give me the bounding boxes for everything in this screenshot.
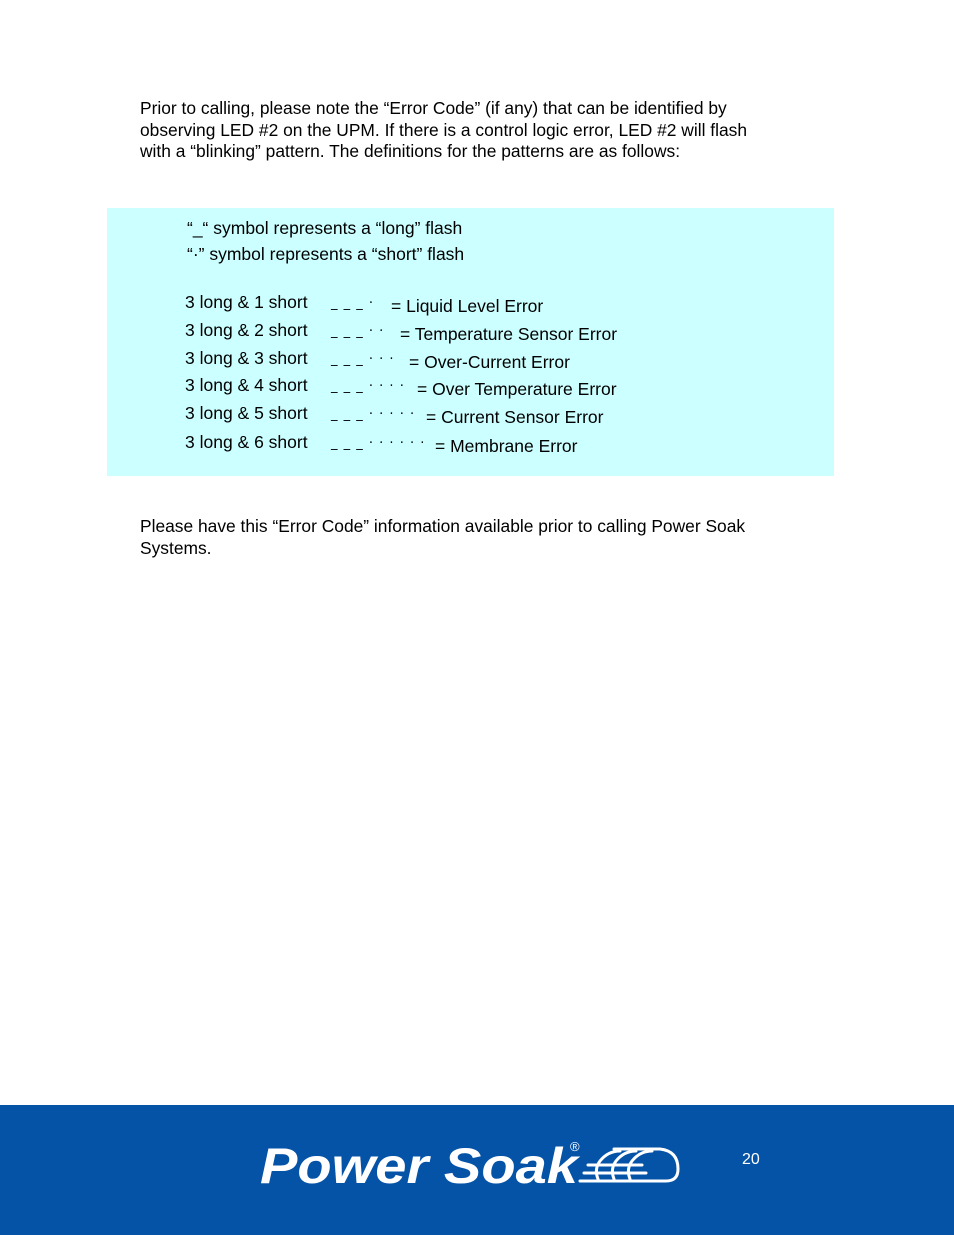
error-meaning: = Current Sensor Error	[426, 407, 604, 427]
flash-count: 3 long & 4 short	[185, 375, 308, 395]
wave-emblem-icon	[580, 1149, 678, 1181]
flash-pattern: _ _ _ ·	[331, 296, 375, 311]
flash-pattern: _ _ _ · · ·	[331, 352, 395, 367]
legend-long-symbol: “_“ symbol represents a “long” flash	[187, 218, 463, 238]
flash-count: 3 long & 2 short	[185, 320, 308, 340]
flash-count: 3 long & 3 short	[185, 348, 308, 368]
footer-band	[0, 1105, 954, 1235]
flash-count: 3 long & 6 short	[185, 432, 308, 452]
closing-paragraph: Please have this “Error Code” information available prior to calling Power Soak Systems.	[140, 516, 746, 558]
flash-pattern: _ _ _ · · · · ·	[331, 407, 416, 422]
flash-pattern: _ _ _ · · · ·	[331, 379, 405, 394]
error-meaning: = Temperature Sensor Error	[400, 324, 618, 344]
error-meaning: = Over Temperature Error	[417, 379, 617, 399]
error-meaning: = Membrane Error	[435, 436, 578, 456]
page-number: 20	[742, 1151, 760, 1168]
intro-paragraph: Prior to calling, please note the “Error Code” (if any) that can be identified by observing LED #2 on the UPM. If there is a control logic error, LED #2 will flash with a “blinking” pattern. The definitions for the patterns are as follows:	[140, 98, 748, 162]
flash-count: 3 long & 1 short	[185, 292, 308, 312]
registered-mark: ®	[570, 1139, 580, 1154]
legend-short-symbol: “·” symbol represents a “short” flash	[187, 244, 465, 264]
flash-count: 3 long & 5 short	[185, 403, 308, 423]
logo-wordmark: Power Soak	[260, 1138, 581, 1194]
flash-pattern: _ _ _ · ·	[331, 324, 385, 339]
flash-pattern: _ _ _ · · · · · ·	[331, 436, 426, 451]
error-meaning: = Over-Current Error	[409, 352, 570, 372]
error-meaning: = Liquid Level Error	[391, 296, 544, 316]
error-code-box	[107, 208, 834, 476]
power-soak-logo	[258, 1129, 682, 1195]
